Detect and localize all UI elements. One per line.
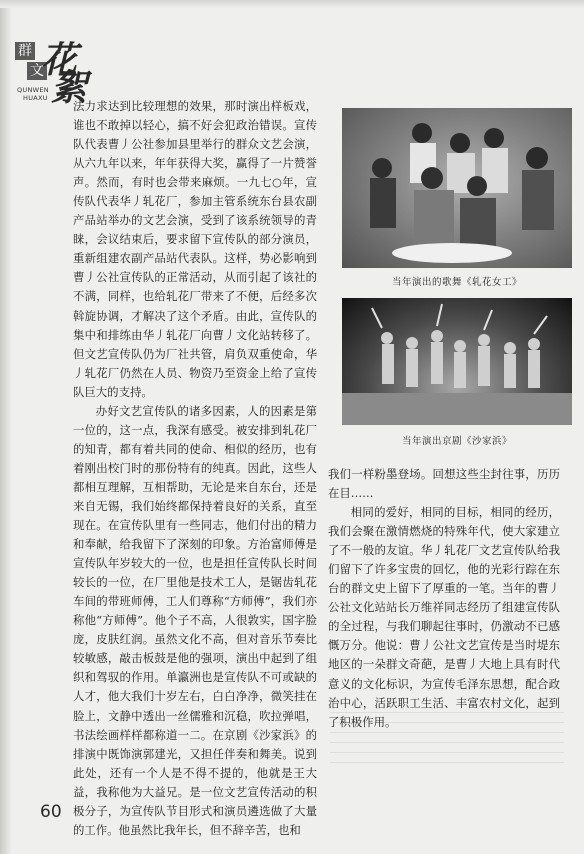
logo-box-qun: 群 [15,42,35,60]
photo-caption: 当年演出京剧《沙家浜》 [401,436,512,447]
logo-calligraphy-hua: 花 [41,39,78,81]
article-column-left [73,97,317,840]
logo-box-wen: 文 [27,62,47,80]
print-bleedthrough [330,712,564,772]
article-paragraph: 相同的爱好，相同的目标，相同的经历，我们会聚在激情燃烧的特殊年代，使大家建立了不一般的友谊。华丿轧花厂文艺宣传队给我们留下了许多宝贵的回忆，他的光彩行踪在东台的群文史上留下了厚重的一笔。当年的曹丿公社文化站站长万维祥同志经历了组建宣传队的全过程，与我们聊起往事时，仍激动不已感慨万分。他说：曹丿公社文艺宣传是当时堤东地区的一朵群文奇葩，是曹丿大地上具有时代意义的文化标识，为宣传毛泽东思想，配合政治中心，活跃职工生活、丰富农村文化，起到了积极作用。 [328,505,560,729]
logo-calligraphy-xu: 絮 [51,67,88,109]
page-number: 60 [40,802,62,822]
section-logo [15,39,88,110]
photo-shajiabang-opera [342,298,572,425]
photo-cotton-girls-dance [342,108,572,268]
photo-caption: 当年演出的歌舞《轧花女工》 [391,277,522,288]
page-edge-shadow-left [0,0,12,854]
article-paragraph: 我们一样粉墨登场。回想这些尘封往事，历历在目…… [328,467,560,501]
page-edge-shadow-top [0,0,584,8]
article-column-right [328,465,560,732]
logo-pinyin-qunwen: QUNWEN [17,86,49,94]
article-paragraph: 办好文艺宣传队的诸多因素，人的因素是第一位的，这一点，我深有感受。被安排到轧花厂的知青，都有着共同的使命、相似的经历，也有着刚出校门时的那份特有的纯真。因此，这些人都相互理解，互相帮助，无论是来自东台，还是来自无锡，我们始终都保持着良好的关系，直至现在。在宣传队里有一些同志，他们付出的精力和奉献，给我留下了深刻的印象。方治富师傅是宣传队年岁较大的一位，也是担任宣传队长时间较长的一位，在厂里他是技术工人，是锯齿轧花车间的带班师傅，工人们尊称“方师傅”，我们亦称他“方师傅”。他个子不高，人很敦实，国字脸庞，皮肤红润。虽然文化不高，但对音乐节奏比较敏感，敲击板鼓是他的强项，演出中起到了组织和驾驭的作用。单瀛洲也是宣传队不可或缺的人才，他大我们十岁左右，白白净净，微笑挂在脸上，文静中透出一丝儒雅和沉稳，吹拉弹唱，书法绘画样样都称道一二。在京剧《沙家浜》的排演中既饰演郭建光，又担任伴奏和舞美。说到此处，还有一个人是不得不提的，他就是王大益，我称他为大益兄。是一位文艺宣传活动的积极分子，为宣传队节目形式和演员遴选做了大量的工作。他虽然比我年长，但不辞辛苦，也和 [73,403,317,837]
article-paragraph: 法力求达到比较理想的效果，那时演出样板戏，谁也不敢掉以轻心，搞不好会犯政治错误。宣传队代表曹丿公社参加县里举行的群众文艺会演，从六九年以来，年年获得大奖，赢得了一片赞誉声。然而，有时也会带来麻烦。一九七○年，宣传队代表华丿轧花厂，参加主管系统东台县农副产品站举办的文艺会演，受到了该系统领导的青睐，会议结束后，要求留下宣传队的部分演员，重新组建农副产品站代表队。这样，势必影响到曹丿公社宣传队的正常活动，从而引起了该社的不满，同样，也给轧花厂带来了不便，后经多次斡旋协调，才解决了这个矛盾。由此，宣传队的集中和排练由华丿轧花厂向曹丿文化站转移了。但文艺宣传队仍为厂社共管，肩负双重使命，华丿轧花厂仍然在人员、物资乃至资金上给了宣传队巨大的支持。 [73,99,317,399]
logo-pinyin-huaxu: HUAXU [23,94,48,102]
